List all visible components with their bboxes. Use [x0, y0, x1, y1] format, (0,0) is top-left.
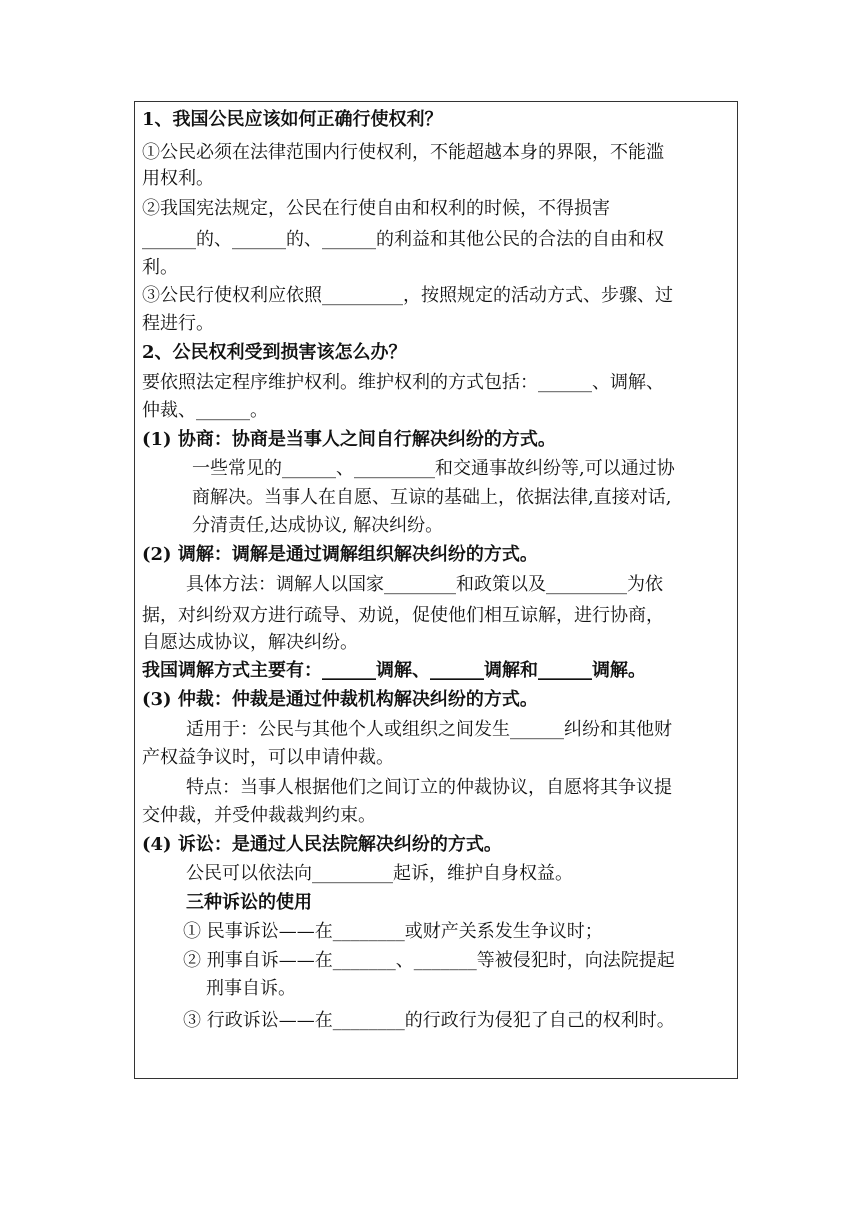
text-line: 适用于：公民与其他个人或组织之间发生______纠纷和其他财: [186, 719, 672, 740]
mediation-types: 我国调解方式主要有：______调解、______调解和______调解。: [142, 660, 646, 681]
text-line: 刑事自诉。: [206, 978, 296, 999]
section-litigation: [142, 832, 502, 858]
text-line: 据，对纠纷双方进行疏导、劝说，促使他们相互谅解，进行协商，: [142, 605, 664, 626]
text-line: 自愿达成协议，解决纠纷。: [142, 632, 358, 653]
section-negotiation-label: (1) 协商：协商是当事人之间自行解决纠纷的方式。: [142, 429, 556, 450]
question-2-heading: 2、公民权利受到损害该怎么办？: [142, 342, 407, 363]
text-line: 交仲裁，并受仲裁裁判约束。: [142, 805, 376, 826]
section-arbitration: [142, 687, 538, 713]
text-line: 特点：当事人根据他们之间订立的仲裁协议，自愿将其争议提: [186, 777, 672, 798]
section-mediation-label: (2) 调解：调解是通过调解组织解决纠纷的方式。: [142, 544, 538, 565]
text-line: ①公民必须在法律范围内行使权利，不能超越本身的界限，不能滥: [142, 142, 664, 163]
text-line: 要依照法定程序维护权利。维护权利的方式包括：______、调解、: [142, 372, 664, 393]
question-1-heading: 1、我国公民应该如何正确行使权利？: [142, 109, 443, 130]
section-mediation: [142, 542, 538, 568]
text-line: ______的、______的、______的利益和其他公民的合法的自由和权: [142, 229, 664, 250]
text-line: 用权利。: [142, 168, 214, 189]
administrative-litigation: ③ 行政诉讼——在________的行政行为侵犯了自己的权利时。: [183, 1010, 675, 1031]
text-line: 利。: [142, 257, 178, 278]
text-line: 产权益争议时，可以申请仲裁。: [142, 747, 394, 768]
text-line: ③公民行使权利应依照_________，按照规定的活动方式、步骤、过: [142, 285, 673, 306]
text-line: 一些常见的______、_________和交通事故纠纷等,可以通过协: [192, 458, 675, 479]
text-line: 仲裁、______。: [142, 400, 268, 421]
civil-litigation: ① 民事诉讼——在________或财产关系发生争议时；: [183, 921, 603, 942]
text-line: 具体方法：调解人以国家________和政策以及_________为依: [186, 574, 663, 595]
litigation-types-heading: 三种诉讼的使用: [186, 892, 312, 913]
section-negotiation: [142, 427, 556, 453]
section-litigation-label: (4) 诉讼：是通过人民法院解决纠纷的方式。: [142, 834, 502, 855]
text-line: 程进行。: [142, 313, 214, 334]
text-line: 分清责任,达成协议, 解决纠纷。: [192, 515, 444, 536]
section-arbitration-label: (3) 仲裁：仲裁是通过仲裁机构解决纠纷的方式。: [142, 689, 538, 710]
text-line: ②我国宪法规定，公民在行使自由和权利的时候，不得损害: [142, 198, 610, 219]
criminal-private-prosecution: ② 刑事自诉——在_______、_______等被侵犯时，向法院提起: [183, 950, 675, 971]
text-line: 公民可以依法向_________起诉，维护自身权益。: [186, 863, 573, 884]
text-line: 商解决。当事人在自愿、互谅的基础上，依据法律,直接对话,: [192, 487, 672, 508]
